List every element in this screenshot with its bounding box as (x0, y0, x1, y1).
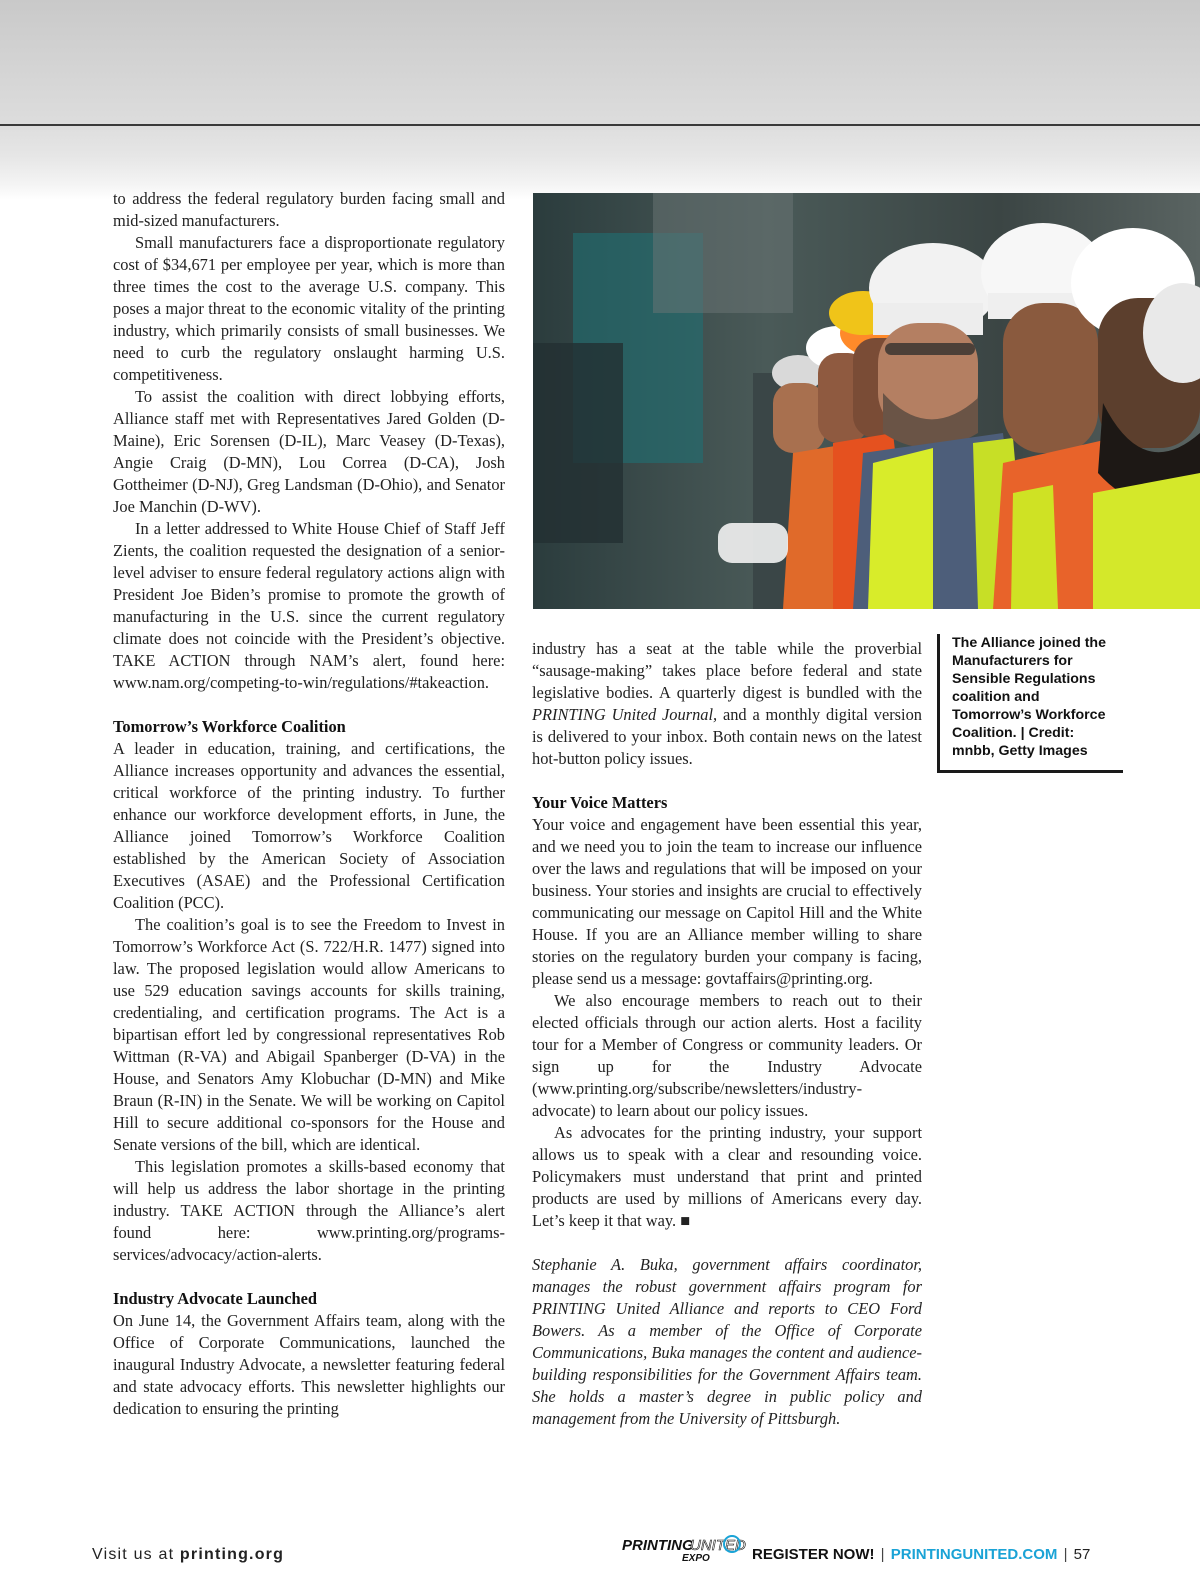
register-line (752, 1546, 1090, 1563)
end-mark: ■ (680, 1211, 691, 1230)
page-top-band (0, 0, 1200, 200)
logo-word-united: UNITED (690, 1537, 746, 1554)
paragraph: In a letter addressed to White House Chief of Staff Jeff Zients, the coalition requested the designation of a senior-level adviser to ensure federal regulatory actions align with President Joe Biden’s promise to promote the growth of manufacturing in the U.S. since the current regulatory climate does not coincide with the President’s objective. TAKE ACTION through NAM’s alert, found here: www.nam.org/competing-to-win/regulations/#takeaction. (113, 519, 505, 692)
separator: | (880, 1546, 885, 1563)
footer-promo (620, 1530, 1130, 1570)
workers-photo (533, 193, 1200, 609)
author-bio: Stephanie A. Buka, government affairs coordinator, manages the robust government affairs program for PRINTING United Alliance and reports to CEO Ford Bowers. As a member of the Office of Corporate Communications, Buka manages the content and audience-building responsibilities for the Government Affairs team. She holds a master’s degree in public policy and management from the University of Pittsburgh. (532, 1255, 922, 1428)
left-text-column (113, 188, 505, 1420)
paragraph: Small manufacturers face a disproportionate regulatory cost of $34,671 per employee per year, which is more than three times the cost to the average U.S. company. This poses a major threat to the economic vitality of the printing industry, which primarily consists of small businesses. We need to curb the regulatory onslaught harming U.S. competitiveness. (113, 233, 505, 384)
top-divider (0, 124, 1200, 126)
paragraph: To assist the coalition with direct lobbying efforts, Alliance staff met with Representatives Jared Golden (D-Maine), Eric Sorensen (D-IL), Marc Veasey (D-Texas), Angie Craig (D-MN), Lou Correa (D-CA), Josh Gottheimer (D-NJ), Greg Landsman (D-Ohio), and Senator Joe Manchin (D-WV). (113, 387, 505, 516)
paragraph: Your voice and engagement have been essential this year, and we need you to join the team to increase our influence over the laws and regulations that will be imposed on your business. Your stories and insights are crucial to effectively communicating our message on Capitol Hill and the White House. If you are an Alliance member willing to share stories on the regulatory burden your company is facing, please send us a message: govtaffairs@printing.org. (532, 815, 922, 988)
page-number: 57 (1073, 1546, 1091, 1563)
paragraph-text: industry has a seat at the table while the proverbial “sausage-making” takes place before federal and state legislative bodies. A quarterly digest is bundled with the (532, 639, 922, 702)
section-heading-voice: Your Voice Matters (532, 793, 668, 812)
paragraph-text: and a monthly digital version is delivered to your inbox. Both contain news on the latest hot-button policy issues. (532, 705, 922, 768)
section-heading-advocate: Industry Advocate Launched (113, 1289, 318, 1308)
middle-text-column (532, 638, 922, 1430)
paragraph: This legislation promotes a skills-based economy that will help us address the labor shortage in the printing industry. TAKE ACTION through the Alliance’s alert found here: www.printing.org/programs-services/advocacy/action-alerts. (113, 1157, 505, 1264)
logo-word-expo: EXPO (682, 1553, 710, 1564)
paragraph: The coalition’s goal is to see the Freedom to Invest in Tomorrow’s Workforce Act (S. 722/H.R. 1477) signed into law. The proposed legislation would allow Americans to use 529 education savings accounts for skills training, credentialing, and certification programs. The Act is a bipartisan effort led by congressional representatives Rob Wittman (R-VA) and Abigail Spanberger (D-VA) in the House, and Senators Amy Klobuchar (D-MN) and Mike Braun (R-IN) in the Senate. We will be working on Capitol Hill to secure additional co-sponsors for the House and Senate versions of the bill, which are identical. (113, 915, 505, 1154)
photo-caption: The Alliance joined the Manufacturers for Sensible Regulations coalition and Tomorrow’s Workforce Coalition. | Credit: mnbb, Getty Images (937, 634, 1123, 773)
register-now-link[interactable]: REGISTER NOW! (752, 1546, 875, 1563)
paragraph-text: As advocates for the printing industry, your support allows us to speak with a clear and resounding voice. Policymakers must understand that print and printed products are used by millions of Americans every day. Let’s keep it that way. (532, 1123, 922, 1230)
section-heading-workforce: Tomorrow’s Workforce Coalition (113, 717, 346, 736)
printing-united-expo-logo (620, 1530, 746, 1564)
footer-visit (92, 1546, 284, 1564)
printingunited-url-link[interactable]: PRINTINGUNITED.COM (890, 1546, 1058, 1563)
footer-visit-prefix: Visit us at (92, 1546, 180, 1563)
paragraph: On June 14, the Government Affairs team, along with the Office of Corporate Communications, launched the inaugural Industry Advocate, a newsletter featuring federal and state advocacy efforts. This newsletter highlights our dedication to ensuring the printing (113, 1311, 505, 1418)
paragraph (532, 1122, 922, 1232)
footer-site-link[interactable]: printing.org (179, 1546, 285, 1563)
journal-title: PRINTING United Journal, (532, 705, 718, 724)
paragraph: We also encourage members to reach out to their elected officials through our action alerts. Host a facility tour for a Member of Congress or community leaders. Or sign up for the Industry Advocate (www.printing.org/subscribe/newsletters/industry-advocate) to learn about our policy issues. (532, 991, 922, 1120)
paragraph (532, 638, 922, 770)
separator: | (1063, 1546, 1068, 1563)
paragraph: A leader in education, training, and certifications, the Alliance increases opportunity and advances the essential, critical workforce of the printing industry. To further enhance our workforce development efforts, in June, the Alliance joined Tomorrow’s Workforce Coalition established by the American Society of Association Executives (ASAE) and the Professional Certification Coalition (PCC). (113, 739, 505, 912)
paragraph: to address the federal regulatory burden facing small and mid-sized manufacturers. (113, 189, 505, 230)
logo-word-printing: PRINTING (622, 1537, 694, 1554)
hard-hat-workers-image (533, 193, 1200, 609)
